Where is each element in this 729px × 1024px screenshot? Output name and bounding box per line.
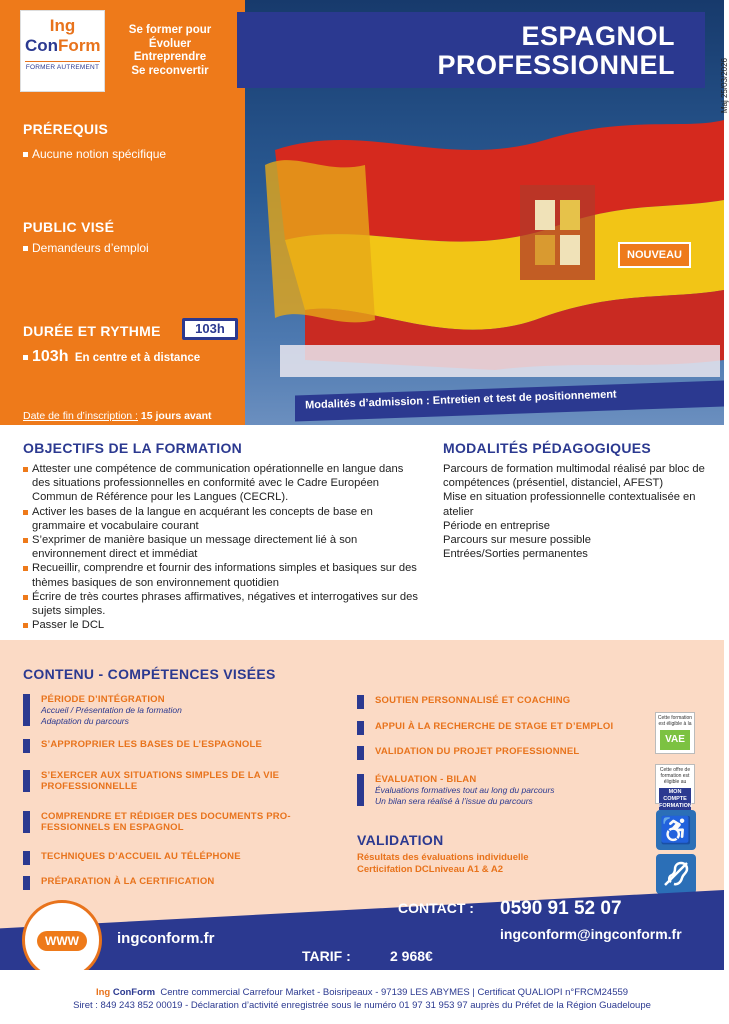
- objectifs-list: [23, 462, 418, 632]
- bullet-square-icon: [23, 246, 28, 251]
- ear-glyph: [656, 854, 696, 894]
- bullet-bar-icon: [23, 739, 30, 753]
- public-title: PUBLIC VISÉ: [23, 219, 115, 235]
- contenu-item-telephone: TECHNIQUES D’ACCUEIL AU TÉLÉPHONE: [23, 851, 333, 862]
- contenu-item-integration: PÉRIODE D’INTÉGRATION Accueil / Présentation de la formation Adaptation du parcours: [23, 694, 333, 726]
- update-date: Maj 25/03/2026: [720, 58, 729, 114]
- bullet-bar-icon: [23, 694, 30, 726]
- logo-form: Form: [58, 36, 101, 55]
- email-link[interactable]: ingconform@ingconform.fr: [500, 926, 682, 942]
- prerequis-item: Aucune notion spécifique: [23, 147, 166, 161]
- inscription-deadline: Date de fin d’inscription : 15 jours avant: [23, 410, 212, 422]
- list-item: Passer le DCL: [23, 618, 418, 632]
- nouveau-badge: NOUVEAU: [618, 242, 691, 268]
- validation-title: VALIDATION: [357, 832, 444, 848]
- contenu-title: CONTENU - COMPÉTENCES VISÉES: [23, 666, 276, 682]
- tarif-value: 2 968€: [390, 948, 433, 964]
- bullet-square-icon: [23, 152, 28, 157]
- footer-brand-ing: Ing: [95, 987, 111, 998]
- contact-label: CONTACT :: [398, 900, 474, 916]
- admission-text: Modalités d’admission : Entretien et test de positionnement: [304, 388, 617, 412]
- contenu-item-bases: S’APPROPRIER LES BASES DE L’ESPAGNOLE: [23, 739, 333, 750]
- bullet-bar-icon: [23, 811, 30, 833]
- list-item: Écrire de très courtes phrases affirmatives, négatives et interrogatives sur des sujets simples.: [23, 590, 418, 618]
- taglines: Se former pour Évoluer Entreprendre Se reconvertir: [128, 24, 212, 77]
- page-title: ESPAGNOL PROFESSIONNEL: [437, 21, 675, 80]
- footer-legal: Siret : 849 243 852 00019 - Déclaration d’activité enregistrée sous le numéro 01 97 31 953 97 auprès du Préfet de la Région Guadeloupe: [73, 1000, 651, 1011]
- list-item: Période en entreprise: [443, 519, 550, 532]
- wheelchair-icon: ♿: [656, 810, 696, 850]
- footer: [0, 970, 724, 1024]
- list-item: Mise en situation professionnelle contextualisée en atelier: [443, 491, 696, 518]
- bullet-bar-icon: [357, 721, 364, 735]
- cpf-badge: Cette offre de formation est éligible au MON COMPTE FORMATION: [655, 764, 695, 804]
- website-globe-icon: WWW: [22, 900, 102, 980]
- phone-number[interactable]: 0590 91 52 07: [500, 898, 622, 919]
- duree-badge: 103h: [182, 318, 238, 340]
- contenu-item-evaluation: ÉVALUATION - BILAN Évaluations formatives tout au long du parcours Un bilan sera réalisé à l’issue du parcours: [357, 774, 642, 806]
- contenu-item-projet: VALIDATION DU PROJET PROFESSIONNEL: [357, 746, 642, 757]
- validation-text: Résultats des évaluations individuelle Certicifation DCLniveau A1 & A2: [357, 852, 529, 875]
- list-item: Attester une compétence de communication opérationnelle en langue dans des situations professionnelles en conformité avec le Cadre Européen Commun de Référence pour les Langues (CECRL).: [23, 462, 418, 505]
- modalites-list: [443, 462, 708, 561]
- list-item: S’exprimer de manière basique un message directement lié à son environnement direct et immédiat: [23, 533, 418, 561]
- contenu-item-stage: APPUI À LA RECHERCHE DE STAGE ET D’EMPLOI: [357, 721, 642, 732]
- contenu-item-coaching: SOUTIEN PERSONNALISÉ ET COACHING: [357, 695, 642, 706]
- hearing-icon: [656, 854, 696, 894]
- contenu-item-documents: COMPRENDRE ET RÉDIGER DES DOCUMENTS PRO- FESSIONNELS EN ESPAGNOL: [23, 811, 333, 833]
- bullet-square-icon: [23, 355, 28, 360]
- tarif-label: TARIF :: [302, 948, 351, 964]
- modalites-title: MODALITÉS PÉDAGOGIQUES: [443, 440, 652, 456]
- duree-title: DURÉE ET RYTHME: [23, 323, 161, 339]
- title-banner: [237, 12, 705, 88]
- vae-badge: Cette formation est éligible à la VAE: [655, 712, 695, 754]
- bullet-bar-icon: [23, 876, 30, 890]
- contenu-item-situations: S’EXERCER AUX SITUATIONS SIMPLES DE LA VIE PROFESSIONNELLE: [23, 770, 333, 792]
- list-item: Recueillir, comprendre et fournir des informations simples et basiques sur des thèmes basiques de son environnement quotidien: [23, 561, 418, 589]
- footer-brand-conform: ConForm: [112, 987, 156, 998]
- list-item: Parcours de formation multimodal réalisé par bloc de compétences (présentiel, distanciel, AFEST): [443, 463, 705, 490]
- website-link[interactable]: ingconform.fr: [117, 930, 215, 947]
- objectifs-title: OBJECTIFS DE LA FORMATION: [23, 440, 243, 456]
- contenu-item-certification: PRÉPARATION À LA CERTIFICATION: [23, 876, 333, 887]
- bullet-bar-icon: [357, 774, 364, 806]
- public-item: Demandeurs d’emploi: [23, 241, 149, 255]
- footer-address: Centre commercial Carrefour Market - Boisripeaux - 97139 LES ABYMES | Certificat QUALIOPI n°FRCM24559: [160, 987, 629, 998]
- bullet-bar-icon: [23, 770, 30, 792]
- list-item: Activer les bases de la langue en acquérant les concepts de base en grammaire et vocabulaire courant: [23, 505, 418, 533]
- ingconform-logo: Ing ConForm FORMER AUTREMENT: [20, 10, 105, 92]
- list-item: Entrées/Sorties permanentes: [443, 548, 588, 561]
- bullet-bar-icon: [23, 851, 30, 865]
- logo-tagline: FORMER AUTREMENT: [25, 61, 100, 71]
- duree-value: 103h En centre et à distance: [23, 348, 200, 366]
- logo-con: Con: [25, 36, 59, 55]
- list-item: Parcours sur mesure possible: [443, 534, 591, 547]
- bullet-bar-icon: [357, 695, 364, 709]
- prerequis-title: PRÉREQUIS: [23, 121, 109, 137]
- bullet-bar-icon: [357, 746, 364, 760]
